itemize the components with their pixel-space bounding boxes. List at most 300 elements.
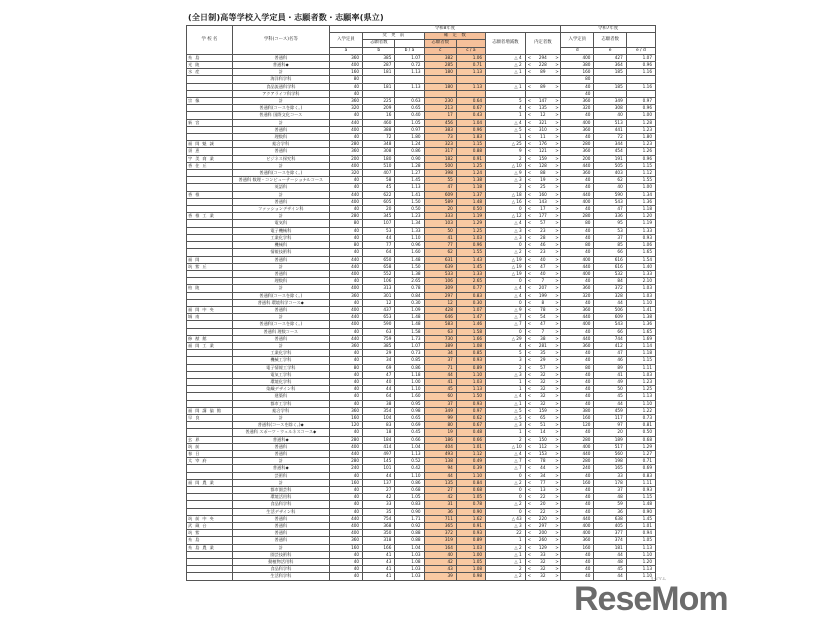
cell-c: 47 <box>424 184 456 191</box>
header-b: b <box>363 47 395 54</box>
cell-e: 403 <box>594 170 626 177</box>
bracket-open: < <box>525 350 531 357</box>
cell-ed: 0.90 <box>626 508 655 515</box>
cell-d: 400 <box>561 270 594 277</box>
bracket-open: < <box>525 400 531 407</box>
cell-school <box>187 206 233 213</box>
cell-d: 360 <box>561 285 594 292</box>
cell-school: 福岡講倫館 <box>187 407 233 414</box>
cell-a: 40 <box>329 90 362 97</box>
cell-b: 64 <box>363 393 395 400</box>
cell-d: 360 <box>561 170 594 177</box>
cell-c: 213 <box>424 105 456 112</box>
cell-c: 12 <box>424 299 456 306</box>
cell-diff: △ 2 <box>486 544 526 551</box>
cell-ed: 0.73 <box>626 414 655 421</box>
cell-c <box>424 76 456 83</box>
cell-school <box>187 105 233 112</box>
cell-d: 40 <box>561 112 594 119</box>
cell-diff: △ 7 <box>486 314 526 321</box>
cell-course: 計 <box>232 414 329 421</box>
cell-ed: 0.96 <box>626 105 655 112</box>
cell-diff: 1 <box>486 537 526 544</box>
cell-school <box>187 400 233 407</box>
bracket-close: > <box>555 350 559 356</box>
bracket-close: > <box>555 69 559 75</box>
cell-ed: 1.38 <box>626 314 655 321</box>
cell-course: 生活科学科 <box>232 573 329 580</box>
cell-course: 普通科 <box>232 198 329 205</box>
bracket-open: < <box>525 386 531 393</box>
cell-naitei: 89 <box>531 83 554 90</box>
cell-diff: △ 19 <box>486 270 526 277</box>
header-change: 志願者増減数 <box>486 33 526 55</box>
cell-ba: 1.45 <box>395 177 424 184</box>
cell-c: 45 <box>424 386 456 393</box>
cell-ca: 0.93 <box>456 400 485 407</box>
cell-ba: 1.03 <box>395 573 424 580</box>
cell-ca: 0.90 <box>456 508 485 515</box>
cell-ba: 1.04 <box>395 443 424 450</box>
bracket-close: > <box>555 530 559 536</box>
bracket-close: > <box>555 220 559 226</box>
cell-d: 40 <box>561 206 594 213</box>
bracket-open: < <box>525 494 531 501</box>
cell-school: 香椎工業 <box>187 213 233 220</box>
cell-ed: 1.05 <box>626 537 655 544</box>
cell-school <box>187 429 233 436</box>
cell-naitei: 143 <box>531 198 554 205</box>
table-row <box>187 407 656 414</box>
cell-ed: 1.26 <box>626 148 655 155</box>
cell-diff: △ 9 <box>486 170 526 177</box>
cell-e: 185 <box>594 83 626 90</box>
cell-a: 400 <box>329 62 362 69</box>
bracket-close: > <box>555 494 559 500</box>
table-row <box>187 177 656 184</box>
cell-diff: △ 10 <box>486 443 526 450</box>
cell-diff: 1 <box>486 112 526 119</box>
cell-course: 普通科 <box>232 256 329 263</box>
bracket-open: < <box>525 242 531 249</box>
table-row <box>187 465 656 472</box>
table-row <box>187 220 656 227</box>
cell-ed: 1.06 <box>626 242 655 249</box>
cell-e: 20 <box>594 429 626 436</box>
cell-c: 138 <box>424 458 456 465</box>
cell-naitei: 32 <box>531 400 554 407</box>
cell-d: 440 <box>561 314 594 321</box>
cell-ba: 1.10 <box>395 234 424 241</box>
cell-ca: 1.24 <box>456 170 485 177</box>
cell-ed: 0.50 <box>626 429 655 436</box>
cell-ba: 1.48 <box>395 314 424 321</box>
header-capacity-r7: 入学定員 <box>561 33 594 47</box>
cell-c: 20 <box>424 206 456 213</box>
bracket-close: > <box>555 436 559 442</box>
cell-e: 328 <box>594 292 626 299</box>
cell-e: 165 <box>594 465 626 472</box>
table-row <box>187 213 656 220</box>
cell-ba: 0.95 <box>395 400 424 407</box>
bracket-close: > <box>555 328 559 334</box>
cell-c: 36 <box>424 508 456 515</box>
cell-d: 40 <box>561 559 594 566</box>
bracket-close: > <box>555 335 559 341</box>
cell-b: 759 <box>363 335 395 342</box>
cell-a: 40 <box>329 494 362 501</box>
cell-diff: 2 <box>486 364 526 371</box>
cell-ba: 1.24 <box>395 141 424 148</box>
cell-naitei: 297 <box>531 523 554 530</box>
cell-ca: 1.83 <box>456 134 485 141</box>
table-row <box>187 54 656 61</box>
cell-naitei: 260 <box>531 537 554 544</box>
cell-e: 40 <box>594 184 626 191</box>
bracket-close: > <box>555 407 559 413</box>
table-row <box>187 234 656 241</box>
cell-e: 37 <box>594 487 626 494</box>
cell-school <box>187 270 233 277</box>
cell-c: 71 <box>424 364 456 371</box>
bracket-close: > <box>555 364 559 370</box>
cell-c: 43 <box>424 566 456 573</box>
bracket-open: < <box>525 487 531 494</box>
cell-ed: 1.15 <box>626 162 655 169</box>
cell-d: 40 <box>561 551 594 558</box>
cell-c: 55 <box>424 177 456 184</box>
bracket-open: < <box>525 105 531 112</box>
cell-naitei: 23 <box>531 249 554 256</box>
cell-a: 40 <box>329 350 362 357</box>
cell-a: 40 <box>329 371 362 378</box>
cell-ca: 1.05 <box>456 494 485 501</box>
table-row <box>187 458 656 465</box>
cell-school <box>187 227 233 234</box>
bracket-close: > <box>555 105 559 111</box>
cell-diff: △ 1 <box>486 69 526 76</box>
cell-b: 348 <box>363 141 395 148</box>
cell-naitei: 29 <box>531 357 554 364</box>
cell-naitei: 44 <box>531 465 554 472</box>
bracket-open: < <box>525 256 531 263</box>
bracket-open: < <box>525 537 531 544</box>
header-blank <box>626 33 655 47</box>
cell-diff: △ 5 <box>486 126 526 133</box>
cell-d: 40 <box>561 386 594 393</box>
cell-e: 336 <box>594 213 626 220</box>
cell-school <box>187 234 233 241</box>
cell-school: 糸島 <box>187 537 233 544</box>
table-row <box>187 69 656 76</box>
cell-naitei: 47 <box>531 321 554 328</box>
header-applicants-b: 志願者数 <box>363 40 395 47</box>
bracket-open: < <box>525 472 531 479</box>
cell-ed <box>626 76 655 83</box>
cell-naitei: 78 <box>531 458 554 465</box>
bracket-open: < <box>525 458 531 465</box>
cell-ed: 1.15 <box>626 494 655 501</box>
cell-diff: △ 1 <box>486 83 526 90</box>
cell-school: 福岡工業 <box>187 342 233 349</box>
header-blank-ba <box>395 40 424 47</box>
header-ca: c / a <box>456 47 485 54</box>
cell-d: 240 <box>561 465 594 472</box>
cell-naitei: 7 <box>531 278 554 285</box>
cell-ba: 0.66 <box>395 436 424 443</box>
cell-a: 40 <box>329 249 362 256</box>
cell-diff: △ 2 <box>486 249 526 256</box>
table-row <box>187 270 656 277</box>
cell-course: 普通科◆ <box>232 465 329 472</box>
cell-school: 糸島 <box>187 54 233 61</box>
bracket-close: > <box>555 299 559 305</box>
cell-ca: 1.13 <box>456 83 485 90</box>
cell-course: 普通科 理数コース <box>232 328 329 335</box>
cell-a: 440 <box>329 335 362 342</box>
cell-ba: 1.27 <box>395 170 424 177</box>
header-naitei: 内定者数 <box>525 33 561 55</box>
cell-e: 517 <box>594 443 626 450</box>
cell-ba: 1.13 <box>395 83 424 90</box>
cell-course: 電気工学科 <box>232 371 329 378</box>
cell-naitei: 294 <box>531 54 554 61</box>
cell-naitei: 177 <box>531 213 554 220</box>
bracket-close: > <box>555 263 559 269</box>
cell-naitei: 153 <box>531 450 554 457</box>
cell-ba: 1.05 <box>395 494 424 501</box>
bracket-open: < <box>525 357 531 364</box>
bracket-open: < <box>525 141 531 148</box>
cell-school <box>187 184 233 191</box>
header-r8: 令和8年度 <box>329 26 560 33</box>
cell-diff: △ 3 <box>486 422 526 429</box>
cell-course: 園芸技術科 <box>232 551 329 558</box>
cell-school: 福岡中央 <box>187 306 233 313</box>
table-row <box>187 119 656 126</box>
cell-course: 普通科 数理・コンピューテーショナルコース <box>232 177 329 184</box>
cell-school <box>187 321 233 328</box>
cell-ca: 1.03 <box>456 544 485 551</box>
cell-d: 40 <box>561 234 594 241</box>
cell-c: 186 <box>424 436 456 443</box>
cell-a: 320 <box>329 105 362 112</box>
cell-ba: 0.88 <box>395 530 424 537</box>
table-row <box>187 242 656 249</box>
table-row <box>187 487 656 494</box>
cell-ed: 0.81 <box>626 422 655 429</box>
cell-school <box>187 393 233 400</box>
cell-ca: 1.00 <box>456 551 485 558</box>
cell-ca: 1.03 <box>456 234 485 241</box>
bracket-close: > <box>555 292 559 298</box>
cell-e: 616 <box>594 263 626 270</box>
bracket-open: < <box>525 83 531 90</box>
cell-b: 44 <box>363 234 395 241</box>
cell-school: 玄界 <box>187 436 233 443</box>
cell-school: 筑紫 <box>187 530 233 537</box>
cell-ed: 1.15 <box>626 357 655 364</box>
cell-b: 83 <box>363 422 395 429</box>
cell-diff: △ 1 <box>486 551 526 558</box>
cell-b: 414 <box>363 443 395 450</box>
cell-b: 58 <box>363 177 395 184</box>
cell-c: 589 <box>424 198 456 205</box>
cell-course: 工業化学科 <box>232 234 329 241</box>
cell-school <box>187 378 233 385</box>
bracket-close: > <box>555 573 559 579</box>
cell-ba: 0.98 <box>395 407 424 414</box>
resemom-logo: ReseMom <box>574 580 728 618</box>
bracket-close: > <box>555 515 559 521</box>
cell-ed: 1.18 <box>626 350 655 357</box>
cell-school: 宇美商業 <box>187 155 233 162</box>
cell-a: 360 <box>329 98 362 105</box>
cell-ed: 1.10 <box>626 299 655 306</box>
cell-ed: 1.41 <box>626 306 655 313</box>
bracket-open: < <box>525 292 531 299</box>
cell-course: 普通科 <box>232 443 329 450</box>
header-ed: e / d <box>626 47 655 54</box>
cell-ca: 1.45 <box>456 263 485 270</box>
bracket-close: > <box>555 321 559 327</box>
table-row <box>187 501 656 508</box>
header-e: e <box>594 47 626 54</box>
cell-b: 622 <box>363 191 395 198</box>
cell-b: 34 <box>363 357 395 364</box>
cell-d: 440 <box>561 450 594 457</box>
cell-ba: 0.65 <box>395 105 424 112</box>
bracket-open: < <box>525 249 531 256</box>
cell-ca: 1.18 <box>456 184 485 191</box>
cell-ba: 0.92 <box>395 523 424 530</box>
cell-ca: 0.85 <box>456 350 485 357</box>
cell-naitei: 310 <box>531 126 554 133</box>
cell-c: 42 <box>424 559 456 566</box>
bracket-open: < <box>525 285 531 292</box>
cell-ed: 1.18 <box>626 206 655 213</box>
cell-d: 40 <box>561 328 594 335</box>
cell-d: 400 <box>561 198 594 205</box>
cell-course: 電子機械科 <box>232 227 329 234</box>
cell-course: ビジネス探究科 <box>232 155 329 162</box>
bracket-open: < <box>525 551 531 558</box>
cell-a: 40 <box>329 278 362 285</box>
cell-ed: 1.11 <box>626 479 655 486</box>
cell-e: 505 <box>594 162 626 169</box>
cell-ca: 0.77 <box>456 285 485 292</box>
cell-diff: 5 <box>486 350 526 357</box>
cell-e: 744 <box>594 335 626 342</box>
cell-diff: 2 <box>486 436 526 443</box>
cell-course: 普通科(コースを除く。) <box>232 105 329 112</box>
cell-naitei: 200 <box>531 530 554 537</box>
cell-course: 計 <box>232 263 329 270</box>
cell-ed: 1.19 <box>626 220 655 227</box>
cell-ed: 1.03 <box>626 371 655 378</box>
cell-naitei: 129 <box>531 544 554 551</box>
cell-b: 287 <box>363 62 395 69</box>
cell-ba: 1.03 <box>395 566 424 573</box>
resemom-logo-sub: リセマム <box>650 576 666 581</box>
cell-diff: △ 2 <box>486 501 526 508</box>
cell-e <box>594 76 626 83</box>
cell-e: 543 <box>594 198 626 205</box>
bracket-close: > <box>555 177 559 183</box>
cell-d: 360 <box>561 306 594 313</box>
cell-school <box>187 364 233 371</box>
header-d: d <box>561 47 594 54</box>
cell-a: 40 <box>329 400 362 407</box>
cell-naitei: 47 <box>531 263 554 270</box>
cell-c: 60 <box>424 393 456 400</box>
cell-diff: △ 4 <box>486 393 526 400</box>
cell-a: 40 <box>329 472 362 479</box>
cell-diff: △ 7 <box>486 458 526 465</box>
cell-school <box>187 357 233 364</box>
cell-d: 400 <box>561 321 594 328</box>
cell-naitei: 199 <box>531 292 554 299</box>
cell-b: 44 <box>363 472 395 479</box>
cell-ca: 1.19 <box>456 213 485 220</box>
cell-a: 40 <box>329 227 362 234</box>
bracket-close: > <box>555 479 559 485</box>
bracket-close: > <box>555 98 559 104</box>
cell-ed: 1.80 <box>626 134 655 141</box>
cell-c: 317 <box>424 148 456 155</box>
bracket-close: > <box>555 400 559 406</box>
cell-naitei: 32 <box>531 386 554 393</box>
cell-course: 総合学科 <box>232 407 329 414</box>
bracket-close: > <box>555 357 559 363</box>
cell-ca: 1.10 <box>456 371 485 378</box>
cell-c: 372 <box>424 530 456 537</box>
cell-diff: 2 <box>486 155 526 162</box>
cell-e: 506 <box>594 306 626 313</box>
cell-c: 428 <box>424 306 456 313</box>
cell-school: 柏陵 <box>187 285 233 292</box>
cell-ba: 1.28 <box>395 162 424 169</box>
cell-b: 166 <box>363 544 395 551</box>
header-a: a <box>329 47 362 54</box>
bracket-open: < <box>525 112 531 119</box>
cell-course: アクアライフ科学科 <box>232 90 329 97</box>
cell-e: 47 <box>594 350 626 357</box>
cell-ed: 1.13 <box>626 566 655 573</box>
cell-b: 754 <box>363 515 395 522</box>
cell-course: 普通科(コースを除く。)◆ <box>232 422 329 429</box>
cell-course: 普通科◆ <box>232 62 329 69</box>
bracket-close: > <box>555 249 559 255</box>
bracket-open: < <box>525 465 531 472</box>
bracket-close: > <box>555 278 559 284</box>
cell-a: 360 <box>329 537 362 544</box>
cell-ed: 1.22 <box>626 407 655 414</box>
cell-school: 筑前中央 <box>187 515 233 522</box>
cell-a: 280 <box>329 458 362 465</box>
bracket-open: < <box>525 62 531 69</box>
cell-ca: 0.89 <box>456 537 485 544</box>
cell-e: 609 <box>594 314 626 321</box>
cell-b: 64 <box>363 249 395 256</box>
bracket-close: > <box>555 450 559 456</box>
cell-diff: △ 18 <box>486 191 526 198</box>
cell-course: 環境化学科 <box>232 378 329 385</box>
cell-ba: 0.50 <box>395 206 424 213</box>
cell-school <box>187 566 233 573</box>
cell-ba: 0.72 <box>395 62 424 69</box>
cell-e: 53 <box>594 227 626 234</box>
